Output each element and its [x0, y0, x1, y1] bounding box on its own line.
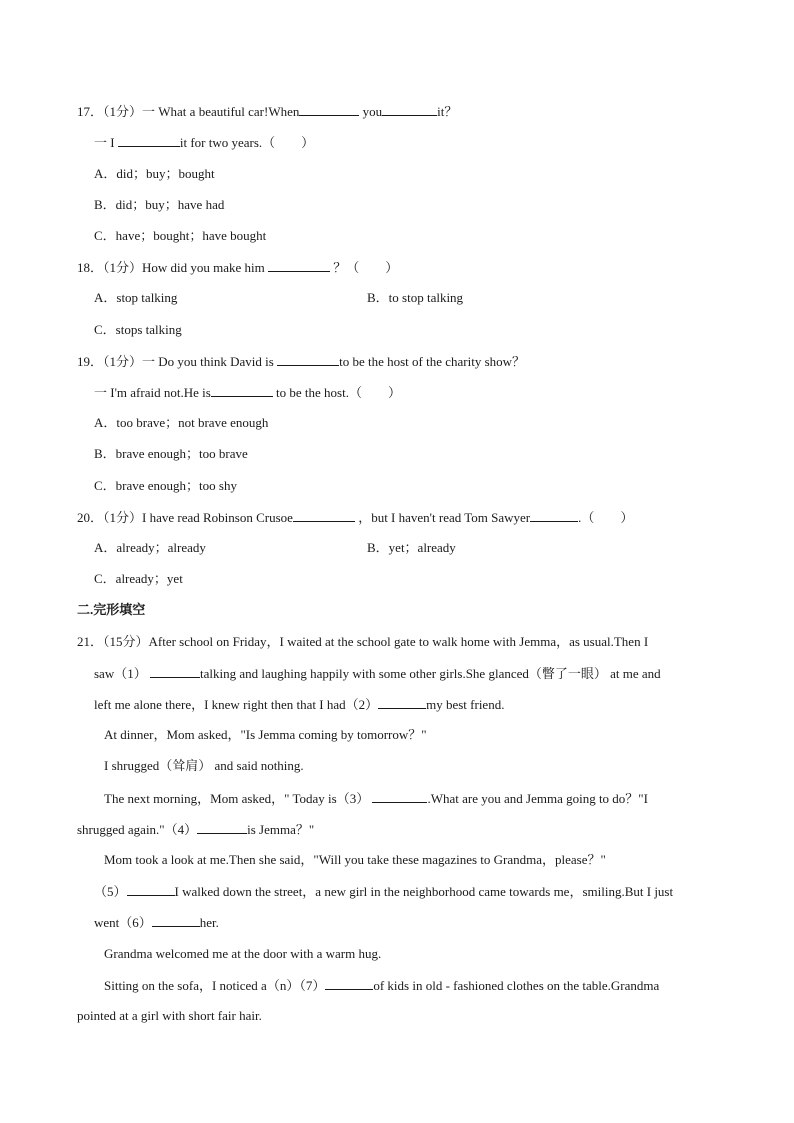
answer-blank[interactable]	[152, 914, 200, 927]
answer-blank[interactable]	[382, 103, 437, 116]
q18-option-c[interactable]: C．stops talking	[94, 322, 182, 337]
q21-line-1: 21．（15分）After school on Friday，I waited at the school gate to walk home with Jemma，as usual.Then I	[77, 634, 649, 649]
q21-line-8: Mom took a look at me.Then she said，"Will you take these magazines to Grandma，please？"	[104, 852, 606, 867]
q21-line-3: left me alone there，I knew right then that I had（2） my best friend.	[94, 697, 505, 712]
q21-line-12: Sitting on the sofa，I noticed a（n）（7） of kids in old - fashioned clothes on the table.Grandma	[104, 978, 660, 993]
q19-reply: 一 I'm afraid not.He is to be the host.（ ）	[94, 385, 401, 400]
answer-blank[interactable]	[150, 665, 200, 678]
q19-option-b[interactable]: B．brave enough；too brave	[94, 446, 248, 461]
q18-number: 18．（1分）	[77, 260, 143, 275]
q19-option-a[interactable]: A．too brave；not brave enough	[94, 415, 269, 430]
q17-option-c[interactable]: C．have；bought；have bought	[94, 228, 267, 243]
answer-blank[interactable]	[277, 353, 339, 366]
q20-prompt: 20．（1分）I have read Robinson Crusoe ，but I haven't read Tom Sawyer .（ ）	[77, 510, 634, 525]
answer-blank[interactable]	[211, 384, 273, 397]
answer-blank[interactable]	[299, 103, 359, 116]
q17-prompt: 17．（1分）一 What a beautiful car!When you it？	[77, 104, 458, 119]
q20-option-c[interactable]: C．already；yet	[94, 571, 183, 586]
answer-blank[interactable]	[197, 821, 247, 834]
answer-blank[interactable]	[268, 259, 330, 272]
q17-reply: 一 I it for two years.（ ）	[94, 135, 315, 150]
q21-line-11: Grandma welcomed me at the door with a warm hug.	[104, 946, 382, 961]
answer-blank[interactable]	[378, 696, 426, 709]
q21-line-2: saw（1） talking and laughing happily with some other girls.She glanced（瞥了一眼） at me and	[94, 666, 661, 681]
answer-blank[interactable]	[530, 509, 578, 522]
q21-line-9: （5） I walked down the street，a new girl in the neighborhood came towards me，smiling.But I just	[94, 884, 674, 899]
q18-option-a[interactable]: A．stop talking	[94, 290, 178, 305]
q18-prompt: 18．（1分）How did you make him ？（ ）	[77, 260, 399, 275]
q19-option-c[interactable]: C．brave enough；too shy	[94, 478, 237, 493]
answer-blank[interactable]	[372, 790, 427, 803]
answer-blank[interactable]	[118, 134, 180, 147]
answer-blank[interactable]	[127, 883, 175, 896]
q17-option-a[interactable]: A．did；buy；bought	[94, 166, 215, 181]
answer-blank[interactable]	[325, 977, 373, 990]
q21-line-13: pointed at a girl with short fair hair.	[77, 1008, 262, 1023]
q18-option-b[interactable]: B．to stop talking	[367, 290, 464, 305]
q17-number: 17．（1分）	[77, 104, 143, 119]
q20-option-b[interactable]: B．yet；already	[367, 540, 456, 555]
q19-number: 19．（1分）	[77, 354, 143, 369]
q21-line-10: went（6） her.	[94, 915, 219, 930]
q21-line-6: The next morning，Mom asked，" Today is（3） .What are you and Jemma going to do？"I	[104, 791, 648, 806]
q21-line-4: At dinner，Mom asked，"Is Jemma coming by tomorrow？"	[104, 727, 427, 742]
q20-option-a[interactable]: A．already；already	[94, 540, 206, 555]
q19-prompt: 19．（1分）一 Do you think David is to be the host of the charity show？	[77, 354, 526, 369]
q20-number: 20．（1分）	[77, 510, 143, 525]
q17-option-b[interactable]: B．did；buy；have had	[94, 197, 225, 212]
answer-blank[interactable]	[293, 509, 355, 522]
q21-line-5: I shrugged（耸肩） and said nothing.	[104, 758, 304, 773]
section-heading: 二.完形填空	[77, 602, 146, 617]
q21-line-7: shrugged again."（4） is Jemma？"	[77, 822, 315, 837]
